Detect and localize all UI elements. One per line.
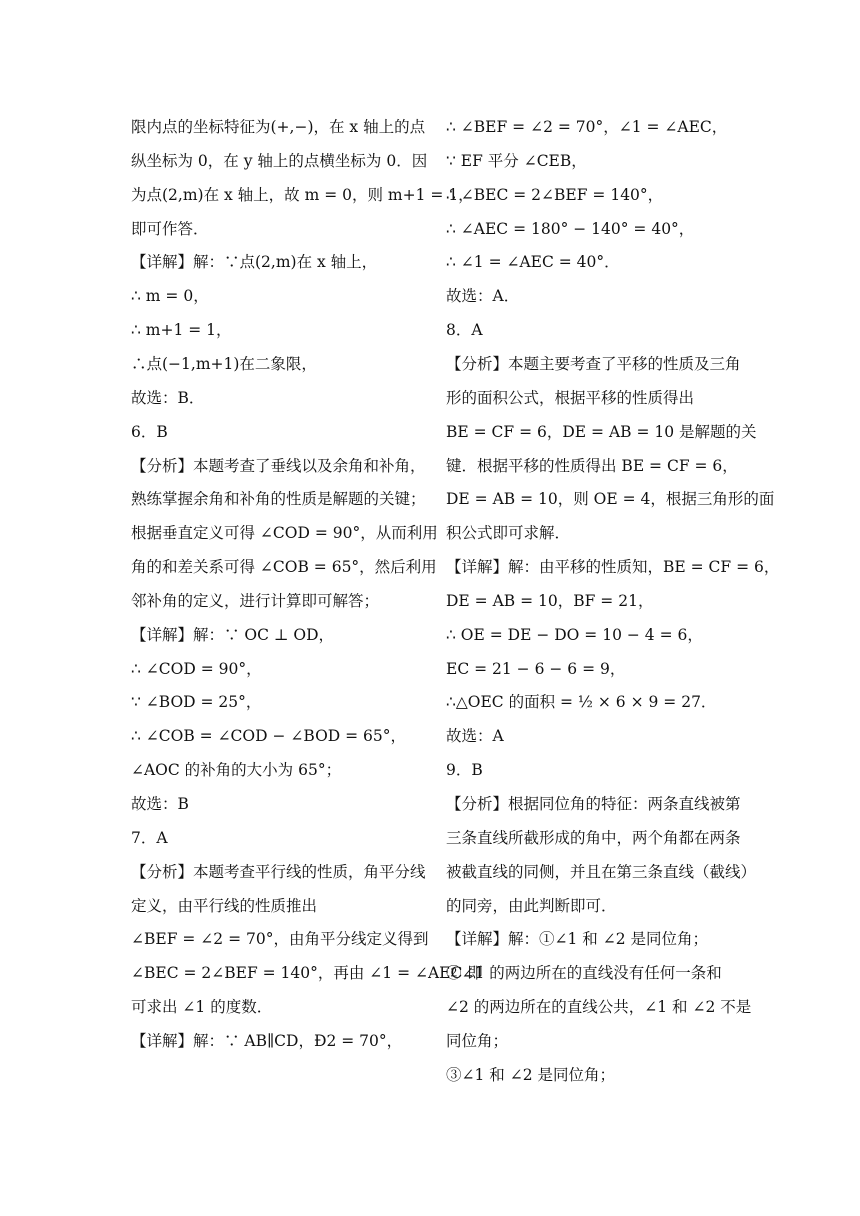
text-line: 故选：B． [131,388,205,407]
text-line: 键．根据平移的性质得出 BE = CF = 6， [446,456,738,475]
text-line: 【详解】解：①∠1 和 ∠2 是同位角； [446,930,708,949]
text-line: 【分析】本题考查平行线的性质，角平分线 [131,862,426,881]
text-line: ∴ ∠BEF = ∠2 = 70°，∠1 = ∠AEC， [446,118,728,136]
text-line: 同位角； [446,1031,509,1050]
text-line: ∴ m+1 = 1， [131,321,232,340]
text-line: 邻补角的定义，进行计算即可解答； [131,591,380,610]
text-line: ∵ ∠BOD = 25°， [131,693,262,712]
text-line: ∴点(−1,m+1)在二象限， [131,354,317,373]
text-line: EC = 21 − 6 − 6 = 9， [446,659,626,678]
text-line: ∴ m = 0， [131,287,209,306]
text-line: 积公式即可求解． [446,524,571,543]
text-line: 6．B [131,422,168,441]
text-line: 7．A [131,828,168,847]
text-line: ∴ ∠BEC = 2∠BEF = 140°， [446,185,664,204]
text-line: 纵坐标为 0，在 y 轴上的点横坐标为 0．因 [131,151,428,170]
text-line: BE = CF = 6，DE = AB = 10 是解题的关 [446,422,757,441]
text-line: 故选：A． [446,287,520,306]
text-line: ③∠1 和 ∠2 是同位角； [446,1065,615,1084]
text-line: 【分析】本题考查了垂线以及余角和补角， [131,456,426,475]
text-line: 【分析】本题主要考查了平移的性质及三角 [446,354,741,373]
text-line: 根据垂直定义可得 ∠COD = 90°，从而利用 [131,524,438,543]
text-line: 可求出 ∠1 的度数． [131,998,273,1017]
text-line: 故选：A [446,727,504,746]
text-line: 【详解】解：∵点(2,m)在 x 轴上， [131,253,378,272]
text-line: 8．A [446,321,483,340]
text-line: 为点(2,m)在 x 轴上，故 m = 0，则 m+1 = 1， [131,185,474,204]
text-line: 角的和差关系可得 ∠COB = 65°，然后利用 [131,558,437,577]
text-line: ∠BEC = 2∠BEF = 140°，再由 ∠1 = ∠AEC 即 [131,964,483,983]
text-line: DE = AB = 10，BF = 21， [446,591,654,610]
text-line: ∠BEF = ∠2 = 70°，由角平分线定义得到 [131,930,429,949]
text-line: ∴△OEC 的面积 = ½ × 6 × 9 = 27． [446,693,717,712]
text-line: 的同旁，由此判断即可． [446,896,617,915]
text-line: ∵ EF 平分 ∠CEB， [446,151,587,170]
text-line: ∴ ∠AEC = 180° − 140° = 40°， [446,219,695,238]
text-line: ∴ ∠COB = ∠COD − ∠BOD = 65°， [131,727,407,746]
text-line: 【分析】根据同位角的特征：两条直线被第 [446,795,741,813]
text-line: ∠2 的两边所在的直线公共，∠1 和 ∠2 不是 [446,998,752,1017]
text-line: 故选：B [131,795,189,813]
text-line: ∴ OE = DE − DO = 10 − 4 = 6， [446,625,703,644]
text-line: 【详解】解：∵ OC ⊥ OD， [131,625,335,644]
text-line: DE = AB = 10，则 OE = 4，根据三角形的面 [446,490,775,509]
text-line: ②∠1 的两边所在的直线没有任何一条和 [446,964,722,983]
text-line: 定义，由平行线的性质推出 [131,896,318,915]
text-line: ∠AOC 的补角的大小为 65°； [131,761,342,780]
text-line: 【详解】解：∵ AB∥CD，Ð2 = 70°， [131,1031,403,1050]
text-line: ∴ ∠1 = ∠AEC = 40°． [446,253,620,272]
text-line: 三条直线所截形成的角中，两个角都在两条 [446,828,741,847]
text-line: ∴ ∠COD = 90°， [131,659,262,678]
text-line: 形的面积公式，根据平移的性质得出 [446,388,695,407]
text-line: 熟练掌握余角和补角的性质是解题的关键； [131,490,426,509]
text-line: 【详解】解：由平移的性质知，BE = CF = 6， [446,558,780,577]
text-line: 限内点的坐标特征为(+,−)，在 x 轴上的点 [131,118,426,136]
text-line: 即可作答． [131,219,209,238]
text-line: 9．B [446,761,483,780]
text-line: 被截直线的同侧，并且在第三条直线（截线） [446,862,757,881]
